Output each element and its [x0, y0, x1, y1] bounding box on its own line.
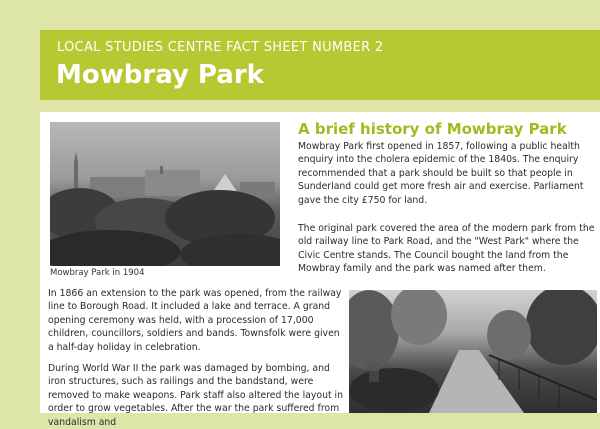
paragraph-extension: In 1866 an extension to the park was opened, from the railway line to Borough Road. It included a lake and terrace. A grand opening ceremony was held, with a procession of 17,000 children, councillors, soldiers and bands. Townsfolk were given a half-day holiday in celebration. [48, 288, 342, 353]
paragraph-wartime: During World War II the park was damaged by bombing, and iron structures, such as railings and the bandstand, were removed to make weapons. Park staff also altered the layout in order to grow vegetables. After the war the park suffered from vandalism and [48, 363, 344, 428]
park-path-photo [349, 290, 597, 413]
park-1904-illustration [50, 122, 280, 266]
photo-caption: Mowbray Park in 1904 [50, 268, 145, 278]
page-title: Mowbray Park [56, 60, 264, 90]
paragraph-opening: Mowbray Park first opened in 1857, following a public health enquiry into the cholera epidemic of the 1840s. The enquiry recommended that a park should be built so that people in Sunderland could get more fresh air and exercise. Parliament gave the city £750 for land. [298, 141, 584, 206]
paragraph-original-park: The original park covered the area of the modern park from the old railway line to Park Road, and the "West Park" where the Civic Centre stands. The Council bought the land from the Mowbray family and the park was named after them. [298, 223, 595, 275]
park-path-illustration [349, 290, 597, 413]
park-1904-photo [50, 122, 280, 266]
header-band [40, 30, 600, 100]
section-heading: A brief history of Mowbray Park [298, 120, 567, 138]
fact-sheet-kicker: LOCAL STUDIES CENTRE FACT SHEET NUMBER 2 [57, 40, 384, 55]
content-panel [40, 112, 600, 428]
